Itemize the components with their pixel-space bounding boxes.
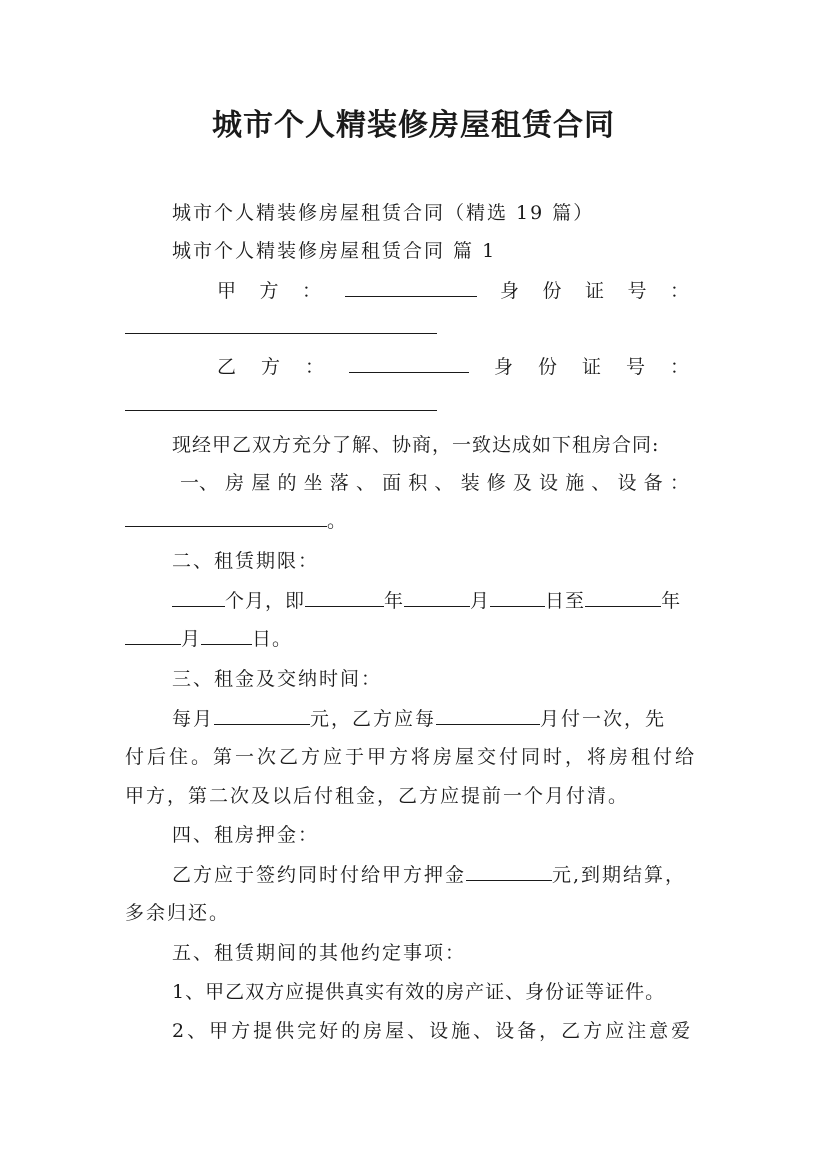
party-a-row	[217, 278, 689, 304]
clause1-char: 设	[617, 472, 637, 494]
section-heading: 城市个人精装修房屋租赁合同 篇 1	[172, 240, 497, 262]
clause1-char: 、	[434, 472, 454, 494]
clause1-char: 积	[408, 472, 428, 494]
party-b-char: 证	[581, 356, 601, 378]
clause4-line2: 多余归还。	[125, 902, 231, 924]
monthly-rent-blank	[214, 706, 310, 725]
party-a-char: 方	[259, 280, 279, 302]
party-b-char: 份	[537, 356, 557, 378]
clause1-char: 、	[355, 472, 375, 494]
clause1-char: 、	[591, 472, 611, 494]
party-b-char: 方	[261, 356, 281, 378]
term-months-blank	[172, 588, 225, 607]
clause3-text: 月付一次，先	[540, 708, 667, 730]
clause1-char: 设	[539, 472, 559, 494]
clause3-line2: 付后住。第一次乙方应于甲方将房屋交付同时，将房租付给	[125, 746, 698, 768]
clause4-text: 乙方应于签约同时付给甲方押金	[172, 864, 467, 886]
document-title: 城市个人精装修房屋租赁合同	[212, 108, 615, 143]
party-b-name-blank	[349, 354, 469, 373]
clause3-line1	[172, 706, 666, 732]
clause2-line2	[125, 626, 292, 652]
clause4-line1	[172, 862, 686, 888]
clause1-char: 施	[565, 472, 585, 494]
party-b-char: ：	[305, 356, 325, 378]
clause1-char: 备	[643, 472, 663, 494]
payment-interval-blank	[436, 706, 540, 725]
clause5-item1: 1、甲乙双方应提供真实有效的房产证、身份证等证件。	[172, 981, 666, 1003]
clause3-text: 元，乙方应每	[310, 708, 437, 730]
document-subtitle: 城市个人精装修房屋租赁合同（精选 19 篇）	[172, 202, 595, 224]
party-b-row	[217, 354, 689, 380]
clause1-char: 落	[329, 472, 349, 494]
clause2-text: 年	[661, 590, 682, 612]
intro-text: 现经甲乙双方充分了解、协商，一致达成如下租房合同:	[172, 434, 660, 456]
clause1-char: 一、	[180, 472, 219, 494]
clause1-char: 坐	[303, 472, 323, 494]
clause2-text: 个月，即	[225, 590, 306, 612]
clause3-heading: 三、租金及交纳时间：	[172, 668, 383, 690]
clause1-char: ：	[669, 472, 689, 494]
end-month-blank	[125, 626, 181, 645]
clause1-blank	[125, 508, 327, 527]
party-a-char: 份	[542, 280, 562, 302]
party-a-char: 身	[499, 280, 519, 302]
clause1-char: 的	[277, 472, 297, 494]
start-day-blank	[490, 588, 545, 607]
party-a-char: ：	[302, 280, 322, 302]
party-a-id-blank	[125, 333, 437, 334]
clause2-heading: 二、租赁期限：	[172, 550, 320, 572]
start-year-blank	[305, 588, 384, 607]
clause3-line3: 甲方，第二次及以后付租金，乙方应提前一个月付清。	[125, 785, 630, 807]
start-month-blank	[404, 588, 470, 607]
end-day-blank	[201, 626, 252, 645]
clause2-text: 年	[384, 590, 405, 612]
end-year-blank	[585, 588, 661, 607]
clause1-char: 屋	[251, 472, 271, 494]
clause1-char: 房	[225, 472, 245, 494]
party-a-char: 证	[584, 280, 604, 302]
clause3-text: 每月	[172, 708, 215, 730]
party-b-char: 乙	[217, 356, 237, 378]
deposit-blank	[466, 862, 552, 881]
clause1-char: 装	[460, 472, 480, 494]
clause5-heading: 五、租赁期间的其他约定事项：	[172, 942, 467, 964]
clause4-heading: 四、租房押金：	[172, 824, 320, 846]
party-a-char: ：	[669, 280, 689, 302]
clause1-row	[180, 470, 689, 496]
party-b-char: ：	[669, 356, 689, 378]
clause5-item2: 2、甲方提供完好的房屋、设施、设备，乙方应注意爱	[172, 1020, 694, 1042]
clause1-char: 修	[486, 472, 506, 494]
clause1-char: 面	[382, 472, 402, 494]
clause1-blank-row	[125, 508, 348, 534]
clause2-line1	[172, 588, 681, 614]
clause1-char: 及	[512, 472, 532, 494]
party-b-id-blank	[125, 410, 437, 411]
party-b-char: 身	[493, 356, 513, 378]
party-a-char: 甲	[217, 280, 237, 302]
clause2-text: 日至	[545, 590, 586, 612]
party-a-char: 号	[627, 280, 647, 302]
clause2-text: 月	[470, 590, 491, 612]
clause2-text: 月	[181, 628, 202, 650]
party-b-char: 号	[625, 356, 645, 378]
party-a-name-blank	[345, 278, 477, 297]
clause1-end: 。	[327, 510, 349, 532]
clause4-text: 元,到期结算，	[552, 864, 687, 886]
clause2-text: 日。	[252, 628, 293, 650]
